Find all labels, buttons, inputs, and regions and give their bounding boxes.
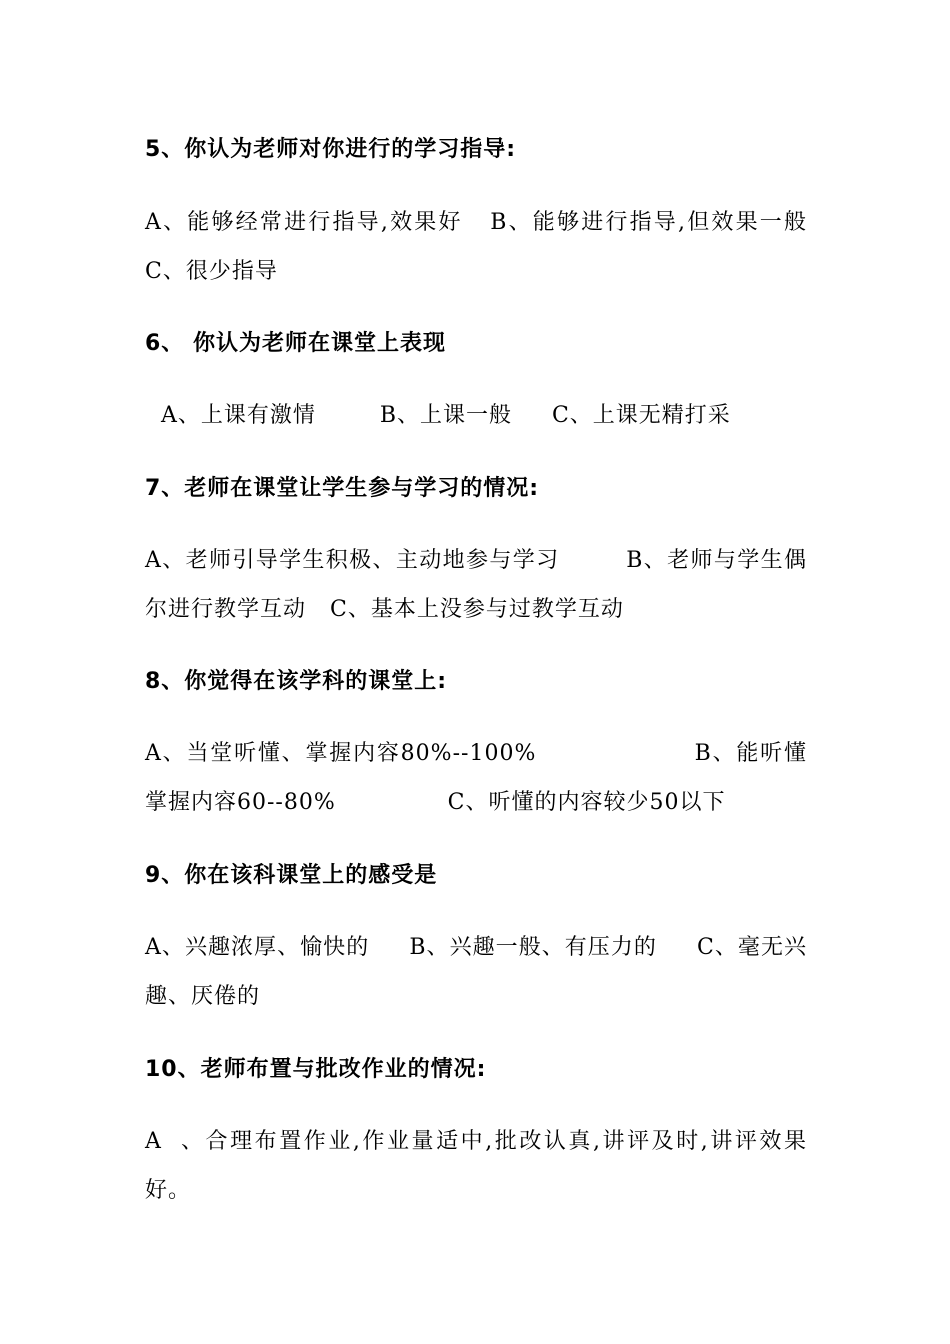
question-5-title: 5、你认为老师对你进行的学习指导: bbox=[145, 137, 517, 162]
question-5-options: A、能够经常进行指导,效果好 B、能够进行指导,但效果一般 C、很少指导 bbox=[145, 210, 839, 284]
question-7-title: 7、老师在课堂让学生参与学习的情况: bbox=[145, 476, 540, 501]
question-6-options: A、上课有激情 B、上课一般 C、上课无精打采 bbox=[145, 403, 731, 428]
question-6-title: 6、 你认为老师在课堂上表现 bbox=[145, 331, 446, 356]
question-8-title: 8、你觉得在该学科的课堂上: bbox=[145, 669, 448, 694]
question-7-options: A、老师引导学生积极、主动地参与学习 B、老师与学生偶尔进行教学互动 C、基本上没参与过教学互动 bbox=[145, 548, 807, 622]
question-9-title: 9、你在该科课堂上的感受是 bbox=[145, 863, 438, 888]
question-10-options: A 、合理布置作业,作业量适中,批改认真,讲评及时,讲评效果好。 bbox=[145, 1129, 807, 1203]
question-8-options: A、当堂听懂、掌握内容80%--100% B、能听懂 掌握内容60--80% C、听懂的内容较少50以下 bbox=[145, 741, 815, 815]
question-9-options: A、兴趣浓厚、愉快的 B、兴趣一般、有压力的 C、毫无兴趣、厌倦的 bbox=[145, 935, 807, 1009]
question-10-title: 10、老师布置与批改作业的情况: bbox=[145, 1057, 487, 1082]
